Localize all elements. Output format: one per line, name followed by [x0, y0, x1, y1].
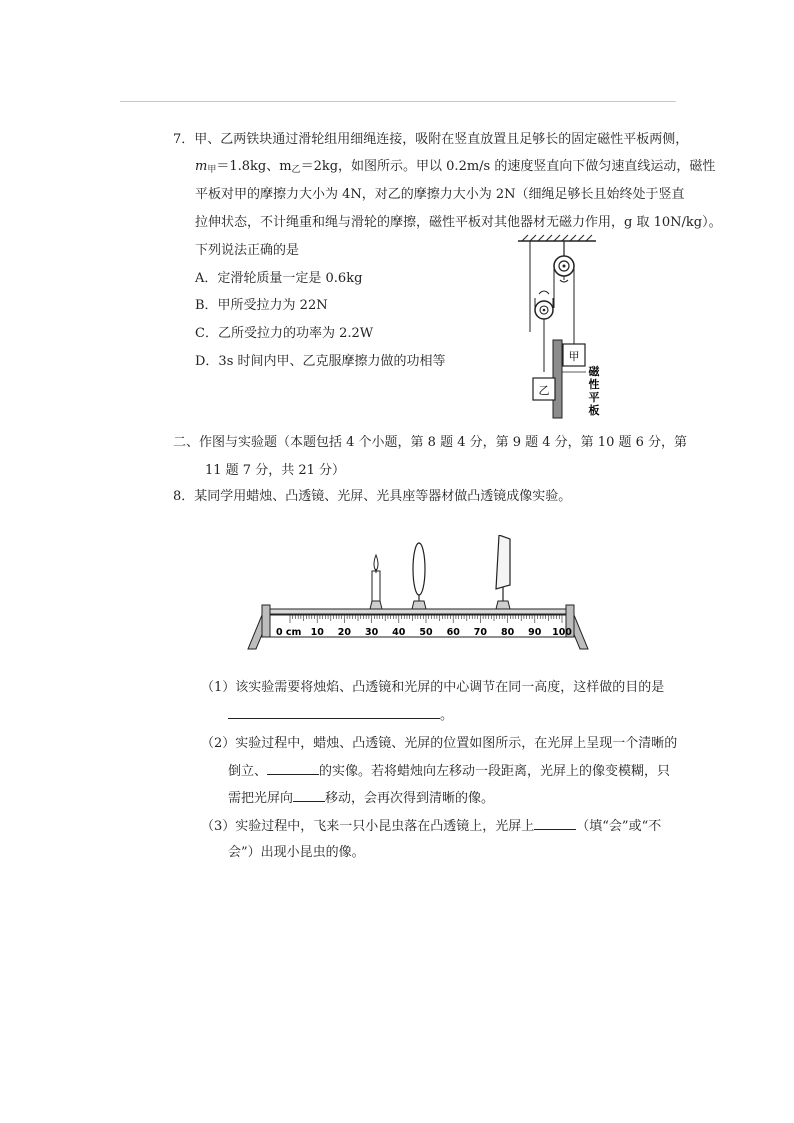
- q8-blank-2[interactable]: [267, 762, 319, 775]
- optical-bench-diagram: [246, 535, 591, 653]
- q7-option-a: A．定滑轮质量一定是 0.6kg: [195, 271, 363, 286]
- scale-label: 80: [500, 627, 515, 638]
- plate-label-1: 磁: [588, 365, 600, 378]
- q8-blank-1[interactable]: [228, 706, 440, 719]
- q8-part2-line3: 需把光屏向 移动，会再次得到清晰的像。: [228, 791, 495, 806]
- convex-lens: [412, 543, 426, 609]
- section-2-line-1: 二、作图与实验题（本题包括 4 个小题，第 8 题 4 分，第 9 题 4 分，第 10 题 6 分，第: [173, 435, 688, 450]
- block-b-label: 乙: [538, 384, 550, 397]
- q8-part3-line2: 会”）出现小昆虫的像。: [228, 845, 365, 860]
- q8-blank-4[interactable]: [534, 817, 576, 830]
- q7-option-b: B．甲所受拉力为 22N: [195, 298, 328, 313]
- q7-line-2: $m_甲=1.8kg$、$m_乙=2kg$，如图所示。甲以 0.2m/s 的速度竖直向下做匀速直线运动，磁性: [195, 159, 716, 175]
- scale-label: 70: [473, 627, 488, 638]
- plate-label-2: 性: [588, 378, 600, 391]
- section-2-line-2: 11 题 7 分，共 21 分）: [205, 463, 346, 478]
- rail-top: [270, 609, 566, 614]
- plate-label-4: 板: [588, 404, 600, 417]
- q8-part1-line2: 。: [228, 706, 453, 725]
- q8-part3-line1: （3）实验过程中，飞来一只小昆虫落在凸透镜上，光屏上 （填“会”或“不: [201, 819, 662, 834]
- q8-part2-line2: 倒立、 的实像。若将蜡烛向左移动一段距离，光屏上的像变模糊，只: [228, 764, 671, 779]
- q8-part2-line1: （2）实验过程中，蜡烛、凸透镜、光屏的位置如图所示，在光屏上呈现一个清晰的: [201, 736, 678, 751]
- plate-label-3: 平: [588, 391, 600, 404]
- scale-label: 100: [552, 627, 572, 638]
- q7-line-5: 下列说法正确的是: [195, 243, 300, 258]
- scale-label: 10: [310, 627, 324, 638]
- scale-label: 50: [419, 627, 433, 638]
- screen-panel: [496, 535, 510, 589]
- q7-line-1: 7．甲、乙两铁块通过滑轮组用细绳连接，吸附在竖直放置且足够长的固定磁性平板两侧，: [173, 132, 689, 147]
- candle-body: [372, 571, 380, 601]
- left-post: [262, 605, 270, 637]
- q8-intro: 8．某同学用蜡烛、凸透镜、光屏、光具座等器材做凸透镜成像实验。: [173, 489, 572, 504]
- q7-option-c: C．乙所受拉力的功率为 2.2W: [195, 326, 374, 341]
- q8-part1-line1: （1）该实验需要将烛焰、凸透镜和光屏的中心调节在同一高度，这样做的目的是: [201, 680, 665, 695]
- q7-line-3: 平板对甲的摩擦力大小为 4N，对乙的摩擦力大小为 2N（细绳足够长且始终处于竖直: [195, 187, 685, 202]
- scale-label: 30: [364, 627, 379, 638]
- q7-line-4: 拉伸状态，不计绳重和绳与滑轮的摩擦，磁性平板对其他器材无磁力作用，g 取 10N/kg）。: [195, 215, 722, 230]
- scale-label: 20: [337, 627, 352, 638]
- light-screen: [496, 535, 510, 609]
- q7-option-d: D．3s 时间内甲、乙克服摩擦力做的功相等: [195, 354, 446, 369]
- scale-label: 90: [528, 627, 542, 638]
- top-rule: [120, 101, 676, 102]
- ceiling-hatch: [522, 235, 592, 241]
- lens-body: [413, 543, 425, 595]
- block-a-label: 甲: [568, 350, 580, 363]
- candle-flame: [374, 555, 378, 571]
- scale-label: 40: [392, 627, 406, 638]
- q8-blank-3[interactable]: [293, 789, 325, 802]
- scale-label: 60: [446, 627, 460, 638]
- pulley-diagram: [510, 232, 620, 422]
- scale-label: 0 cm: [276, 627, 302, 638]
- candle: [370, 555, 382, 609]
- scale-labels: [276, 627, 572, 638]
